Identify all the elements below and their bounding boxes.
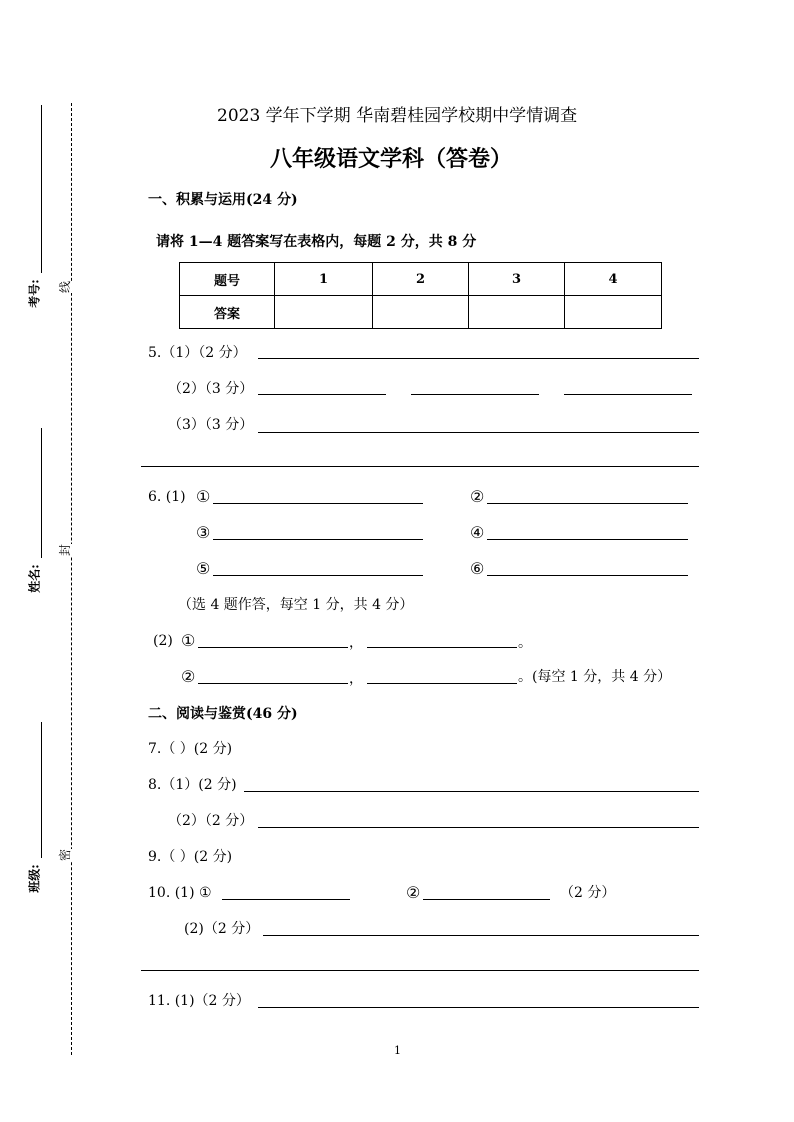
q6-circle-4: ④ bbox=[470, 523, 485, 542]
table-header-cell: 2 bbox=[373, 263, 469, 296]
q6-answer-line-5[interactable] bbox=[213, 575, 423, 576]
seal-xian: 线 bbox=[58, 280, 73, 294]
q6-circle-3: ③ bbox=[196, 523, 211, 542]
q6-2-answer-line-2b[interactable] bbox=[367, 683, 517, 684]
page-number: 1 bbox=[394, 1044, 401, 1057]
q6-2-comma-1: ， bbox=[349, 635, 363, 651]
q6-1-label: 6. (1) bbox=[148, 489, 186, 505]
q6-answer-line-1[interactable] bbox=[213, 503, 423, 504]
q9-label: 9.（ ）(2 分) bbox=[148, 849, 233, 865]
q11-1-answer-line[interactable] bbox=[258, 1007, 699, 1008]
q8-1-label: 8.（1）(2 分) bbox=[148, 777, 237, 793]
q6-circle-1: ① bbox=[196, 487, 211, 506]
answer-table bbox=[179, 262, 662, 329]
q5-2-label: （2）（3 分） bbox=[168, 381, 254, 397]
seal-feng: 封 bbox=[58, 543, 73, 557]
q6-note: （选 4 题作答，每空 1 分，共 4 分） bbox=[178, 597, 414, 613]
table-row-label: 答案 bbox=[180, 296, 275, 329]
q6-answer-line-4[interactable] bbox=[487, 539, 688, 540]
q5-2-answer-line-b[interactable] bbox=[411, 394, 539, 395]
section1-instruction: 请将 1—4 题答案写在表格内，每题 2 分，共 8 分 bbox=[156, 234, 477, 250]
q6-2-answer-line-1b[interactable] bbox=[367, 647, 517, 648]
exam-no-line bbox=[41, 105, 42, 273]
q5-2-answer-line-c[interactable] bbox=[564, 394, 692, 395]
seal-mi: 密 bbox=[58, 848, 73, 862]
name-line bbox=[41, 428, 42, 558]
q6-2-score: 。(每空 1 分，共 4 分） bbox=[518, 669, 672, 685]
q6-answer-line-6[interactable] bbox=[487, 575, 688, 576]
q5-3-label: （3）（3 分） bbox=[168, 417, 254, 433]
table-header-cell: 题号 bbox=[180, 263, 275, 296]
q5-3-answer-line-2[interactable] bbox=[141, 466, 699, 467]
section1-title: 一、积累与运用(24 分) bbox=[148, 192, 298, 208]
answer-cell-1[interactable] bbox=[275, 296, 373, 329]
class-label: 班级: bbox=[27, 864, 42, 893]
exam-title: 2023 学年下学期 华南碧桂园学校期中学情调查 bbox=[217, 106, 578, 126]
name-label: 姓名: bbox=[27, 564, 42, 593]
q6-2-period-1: 。 bbox=[518, 635, 532, 651]
q5-1-label: 5.（1）（2 分） bbox=[148, 345, 247, 361]
q6-circle-2: ② bbox=[470, 487, 485, 506]
q8-1-answer-line[interactable] bbox=[244, 791, 699, 792]
exam-no-label: 考号: bbox=[27, 279, 42, 308]
q10-2-answer-line-2[interactable] bbox=[141, 970, 699, 971]
class-line bbox=[41, 722, 42, 858]
q10-1-label: 10. (1) ① bbox=[148, 885, 212, 901]
q11-1-label: 11. (1)（2 分） bbox=[148, 993, 250, 1009]
subject-title: 八年级语文学科（答卷） bbox=[270, 146, 513, 172]
q10-2-answer-line[interactable] bbox=[263, 935, 699, 936]
q6-2-answer-line-1a[interactable] bbox=[198, 647, 348, 648]
binding-dashed-line bbox=[71, 103, 72, 1055]
q5-1-answer-line[interactable] bbox=[258, 358, 699, 359]
table-header-cell: 4 bbox=[565, 263, 662, 296]
answer-cell-4[interactable] bbox=[565, 296, 662, 329]
table-header-cell: 3 bbox=[469, 263, 565, 296]
table-header-cell: 1 bbox=[275, 263, 373, 296]
q6-answer-line-3[interactable] bbox=[213, 539, 423, 540]
q5-2-answer-line-a[interactable] bbox=[258, 394, 386, 395]
q8-2-answer-line[interactable] bbox=[258, 827, 699, 828]
q10-1-answer-line-2[interactable] bbox=[423, 899, 550, 900]
answer-cell-2[interactable] bbox=[373, 296, 469, 329]
q6-circle-5: ⑤ bbox=[196, 559, 211, 578]
q8-2-label: （2）（2 分） bbox=[168, 813, 254, 829]
section2-title: 二、阅读与鉴赏(46 分) bbox=[148, 706, 298, 722]
q6-2-label: (2) bbox=[153, 633, 173, 649]
q6-answer-line-2[interactable] bbox=[487, 503, 688, 504]
answer-cell-3[interactable] bbox=[469, 296, 565, 329]
q6-2-answer-line-2a[interactable] bbox=[198, 683, 348, 684]
q6-circle-6: ⑥ bbox=[470, 559, 485, 578]
q10-1-score: （2 分） bbox=[560, 885, 616, 901]
q10-1-answer-line-1[interactable] bbox=[222, 899, 350, 900]
q10-2-label: (2)（2 分） bbox=[184, 921, 260, 937]
q6-2-comma-2: ， bbox=[349, 671, 363, 687]
q6-2-circle-1: ① bbox=[181, 631, 196, 650]
q5-3-answer-line[interactable] bbox=[258, 432, 699, 433]
q10-circle-2: ② bbox=[406, 883, 421, 902]
q7-label: 7.（ ）(2 分) bbox=[148, 741, 233, 757]
q6-2-circle-2: ② bbox=[181, 667, 196, 686]
